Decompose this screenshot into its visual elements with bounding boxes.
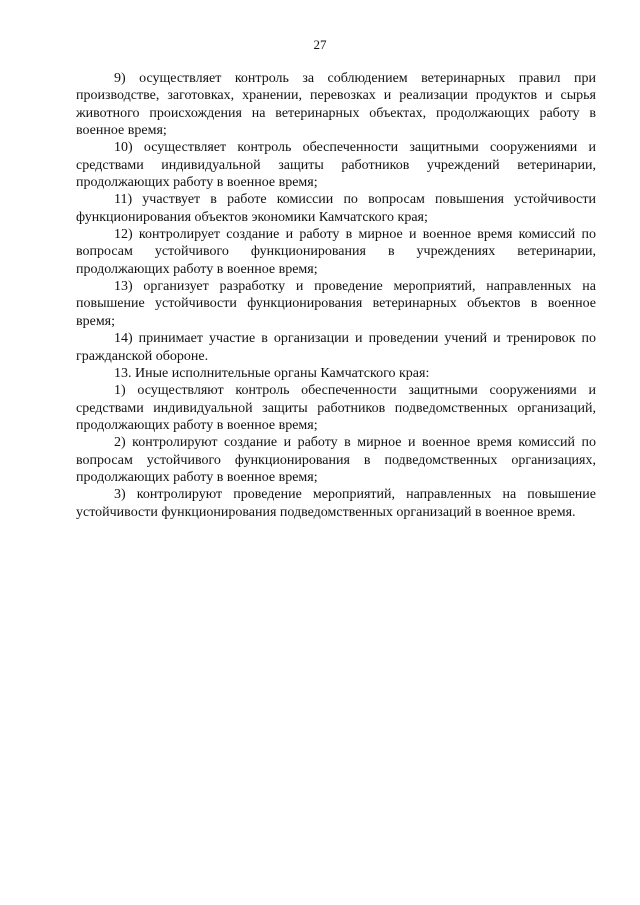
document-body	[76, 70, 596, 521]
list-item-9-veterinary-control: 9) осуществляет контроль за соблюдением ветеринарных правил при производстве, заготовках, хранении, перевозках и реализации продуктов и сырья животного происхождения на ветеринарных объектах, продолжающих работу в военное время;	[76, 71, 596, 139]
section-13-heading: 13. Иные исполнительные органы Камчатского края:	[114, 365, 430, 381]
sub-item-1-shelter-control: 1) осуществляют контроль обеспеченности защитными сооружениями и средствами индивидуальной защиты работников подведомственных организаций, продолжающих работу в военное время;	[76, 383, 596, 433]
list-item-10-shelter-control: 10) осуществляет контроль обеспеченности защитными сооружениями и средствами индивидуальной защиты работников учреждений ветеринарии, продолжающих работу в военное время;	[76, 140, 596, 191]
list-item-13-measures-development: 13) организует разработку и проведение мероприятий, направленных на повышение устойчивости функционирования ветеринарных объектов в военное время;	[76, 279, 596, 329]
page-number: 27	[313, 37, 327, 52]
list-item-12-commission-control: 12) контролирует создание и работу в мирное и военное время комиссий по вопросам устойчивого функционирования в учреждениях ветеринарии, продолжающих работу в военное время;	[76, 227, 596, 277]
list-item-14-exercises-participation: 14) принимает участие в организации и проведении учений и тренировок по гражданской обороне.	[76, 331, 596, 364]
sub-item-3-measures-control: 3) контролируют проведение мероприятий, направленных на повышение устойчивости функционирования подведомственных организаций в военное время.	[76, 487, 596, 520]
sub-item-2-commission-control: 2) контролируют создание и работу в мирное и военное время комиссий по вопросам устойчивого функционирования в подведомственных организациях, продолжающих работу в военное время;	[76, 435, 596, 485]
list-item-11-commission-participation: 11) участвует в работе комиссии по вопросам повышения устойчивости функционирования объектов экономики Камчатского края;	[76, 192, 596, 225]
